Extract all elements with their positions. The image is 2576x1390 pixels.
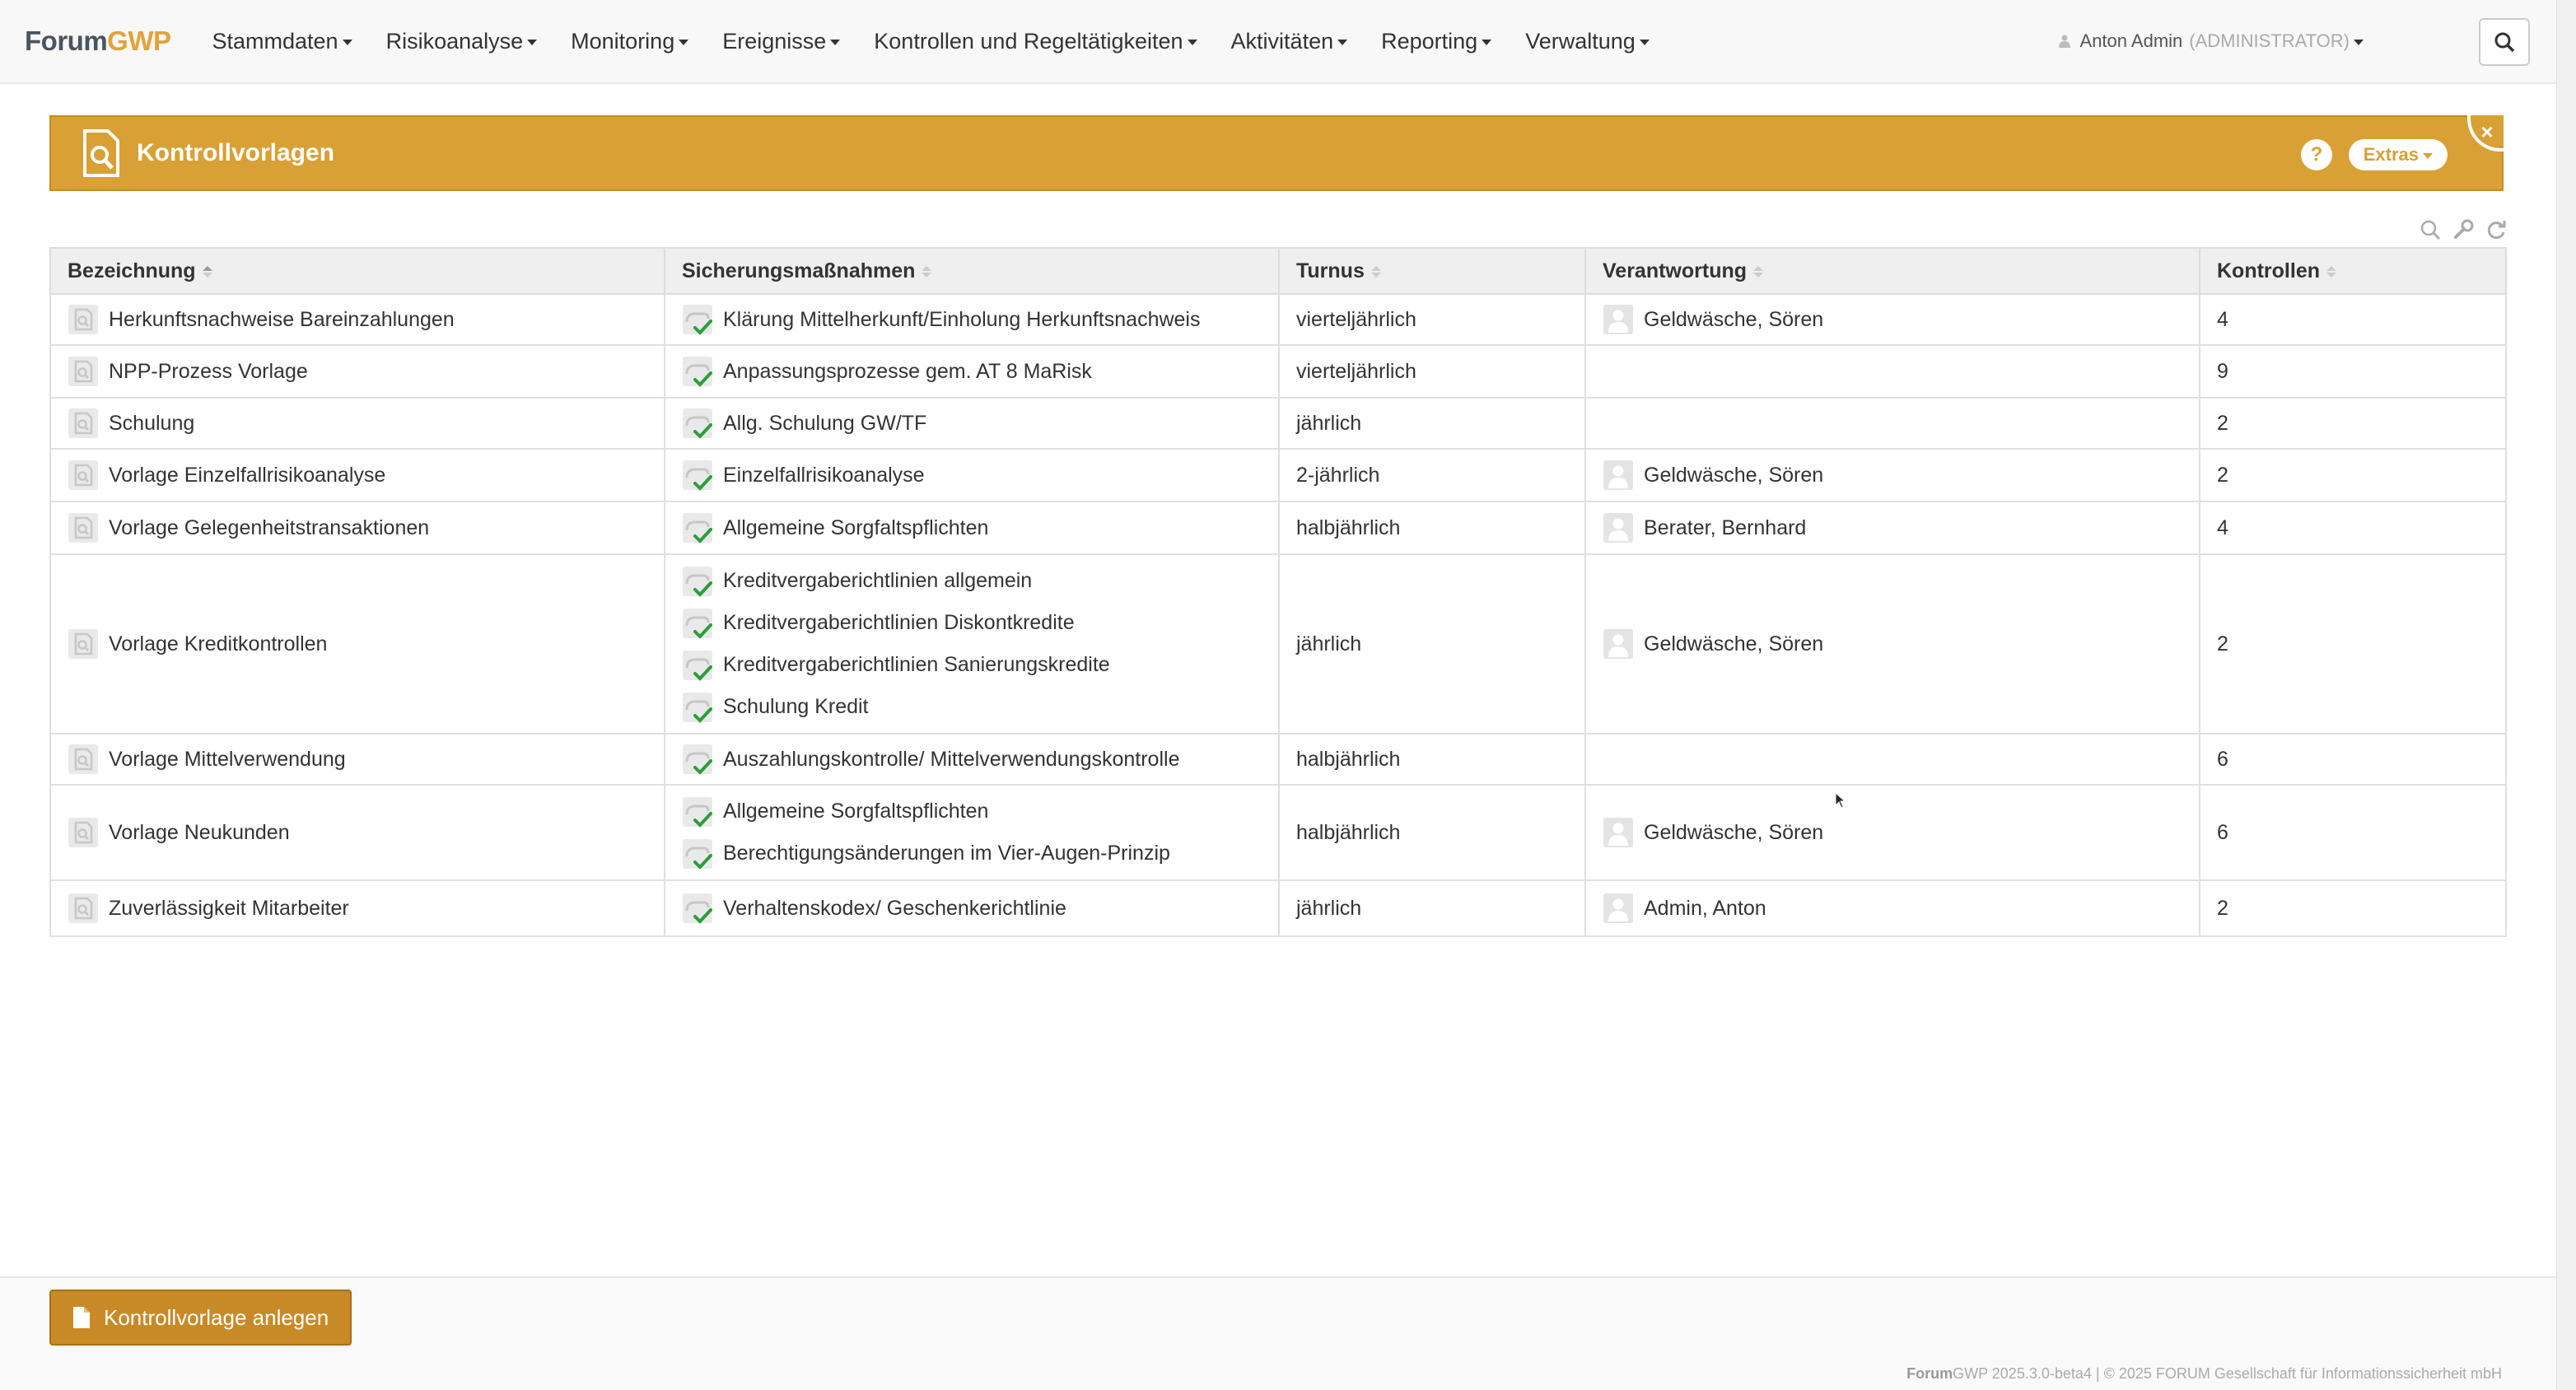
table-row[interactable] [50,501,2506,554]
cell-measures [665,345,1279,398]
table-row[interactable] [50,449,2506,501]
person-icon [1603,817,1634,848]
cell-name [50,554,665,734]
chevron-down-icon [2354,40,2364,45]
cell-turnus: vierteljährlich [1279,294,1585,345]
chevron-down-icon [527,40,537,45]
template-name[interactable]: Zuverlässigkeit Mitarbeiter [109,896,349,920]
cell-turnus: 2-jährlich [1279,449,1585,501]
measure-item[interactable] [682,455,1262,497]
cell-owner [1585,734,2200,785]
cell-controls-count: 2 [2200,398,2506,449]
person-icon [1603,628,1634,660]
measure-label: Verhaltenskodex/ Geschenkerichtlinie [723,896,1066,920]
measure-label: Kreditvergaberichtlinien Diskontkredite [723,611,1075,634]
wrench-icon[interactable] [2452,219,2474,240]
nav-item-7[interactable] [1381,29,1491,54]
chevron-down-icon [1188,40,1197,45]
cell-controls-count: 2 [2200,554,2506,734]
measure-label: Kreditvergaberichtlinien allgemein [723,569,1033,592]
cell-owner [1585,501,2200,554]
column-header-label: Bezeichnung [68,259,196,282]
nav-item-label: Verwaltung [1525,28,1636,54]
measure-label: Allgemeine Sorgfaltspflichten [723,515,989,539]
mouse-cursor-icon [1835,792,1846,809]
new-document-icon [72,1306,91,1329]
column-header-label: Sicherungsmaßnahmen [682,259,916,282]
measure-label: Kreditvergaberichtlinien Sanierungskredite [723,653,1110,676]
nav-item-3[interactable] [571,29,688,54]
help-button[interactable]: ? [2301,139,2332,170]
measure-label: Auszahlungskontrolle/ Mittelverwendungskontrolle [723,747,1180,771]
person-icon [1603,893,1634,924]
cell-controls-count: 4 [2200,501,2506,554]
person-icon [1603,304,1634,335]
control-templates-table [49,247,2507,937]
cell-controls-count: 2 [2200,880,2506,936]
nav-item-8[interactable] [1525,29,1650,54]
measure-label: Einzelfallrisikoanalyse [723,463,925,487]
measure-item[interactable] [682,560,1262,602]
vertical-scrollbar[interactable] [2556,0,2576,1390]
owner-name: Geldwäsche, Sören [1644,632,1824,655]
measure-check-icon [682,692,713,723]
search-button[interactable] [2479,18,2530,66]
measure-check-icon [682,304,713,335]
owner-name: Admin, Anton [1644,896,1766,920]
owner-name: Geldwäsche, Sören [1644,463,1824,487]
sort-icon [1371,266,1381,278]
template-name[interactable]: Schulung [109,411,195,435]
measure-label: Schulung Kredit [723,695,869,718]
measure-check-icon [682,744,713,775]
cell-measures [665,449,1279,501]
nav-item-5[interactable] [874,29,1197,54]
measure-item[interactable] [682,602,1262,644]
measure-check-icon [682,893,713,924]
footer-brand: Forum [1906,1365,1953,1382]
column-header-label: Turnus [1296,259,1365,282]
cell-turnus: jährlich [1279,880,1585,936]
chevron-down-icon [1337,40,1347,45]
table-body [50,294,2506,936]
cell-owner [1585,294,2200,345]
sort-icon [203,266,212,278]
sort-icon [1753,266,1763,278]
measure-check-icon [682,356,713,387]
panel-header [49,115,2504,191]
cell-turnus: halbjährlich [1279,785,1585,880]
nav-item-label: Aktivitäten [1230,28,1334,54]
table-row[interactable] [50,785,2506,880]
measure-label: Klärung Mittelherkunft/Einholung Herkunftsnachweis [723,307,1201,331]
template-icon [68,628,99,660]
template-name[interactable]: Herkunftsnachweise Bareinzahlungen [109,307,455,331]
cell-name [50,501,665,554]
measure-item[interactable] [682,686,1262,728]
measure-item[interactable] [682,403,1262,445]
cell-owner [1585,785,2200,880]
cell-measures [665,734,1279,785]
cell-name [50,880,665,936]
column-header-2[interactable] [665,248,1279,294]
owner-name: Geldwäsche, Sören [1644,307,1824,331]
measure-item[interactable] [682,351,1262,393]
template-name[interactable]: Vorlage Neukunden [109,820,290,844]
control-template-icon [82,128,120,178]
chevron-down-icon [1640,40,1650,45]
cell-measures [665,785,1279,880]
chevron-down-icon [679,40,688,45]
template-name[interactable]: Vorlage Mittelverwendung [109,747,346,771]
column-header-1[interactable] [50,248,665,294]
nav-item-1[interactable] [212,29,352,54]
template-icon [68,893,99,924]
template-name[interactable]: NPP-Prozess Vorlage [109,359,308,383]
cell-measures [665,294,1279,345]
cell-turnus: jährlich [1279,398,1585,449]
cell-controls-count: 6 [2200,785,2506,880]
template-icon [68,408,99,439]
footer-copyright: GWP 2025.3.0-beta4 | © 2025 FORUM Gesellschaft für Informationssicherheit mbH [1953,1365,2502,1382]
extras-button[interactable] [2349,139,2448,170]
measure-check-icon [682,796,713,828]
measure-item[interactable] [682,791,1262,833]
user-name: Anton Admin [2079,30,2183,51]
measure-check-icon [682,608,713,639]
owner-name: Berater, Bernhard [1644,515,1807,539]
nav-item-label: Stammdaten [212,28,338,54]
cell-name [50,449,665,501]
cell-turnus: halbjährlich [1279,501,1585,554]
nav-item-4[interactable] [722,29,840,54]
measure-item[interactable] [682,739,1262,781]
search-icon[interactable] [2420,219,2441,240]
cell-controls-count: 4 [2200,294,2506,345]
create-template-button[interactable] [49,1290,352,1346]
cell-name [50,294,665,345]
measure-label: Berechtigungsänderungen im Vier-Augen-Prinzip [723,842,1170,865]
create-template-label: Kontrollvorlage anlegen [104,1304,329,1330]
extras-label: Extras [2363,144,2419,165]
user-icon [2059,35,2070,48]
template-icon [68,304,99,335]
cell-owner [1585,345,2200,398]
cell-owner [1585,449,2200,501]
nav-item-label: Ereignisse [722,28,827,54]
cell-measures [665,880,1279,936]
column-header-label: Verantwortung [1603,259,1748,282]
user-role: (ADMINISTRATOR) [2189,30,2350,51]
nav-item-6[interactable] [1231,29,1348,54]
owner-name: Geldwäsche, Sören [1644,820,1824,844]
close-button[interactable]: × [2467,115,2504,152]
sort-icon [2326,266,2336,278]
brand-logo[interactable] [25,26,171,57]
brand-part-1: Forum [25,26,108,56]
cell-controls-count: 9 [2200,345,2506,398]
footer-text [1906,1365,2502,1383]
refresh-icon[interactable] [2485,219,2507,240]
cell-owner [1585,554,2200,734]
top-navbar [0,0,2556,84]
chevron-down-icon [2423,153,2433,159]
page-title: Kontrollvorlagen [137,139,335,166]
person-icon [1603,459,1634,491]
nav-item-label: Monitoring [571,28,675,54]
cell-measures [665,398,1279,449]
search-icon [2494,31,2515,53]
chevron-down-icon [1482,40,1491,45]
column-header-5[interactable] [2200,248,2506,294]
template-name[interactable]: Vorlage Einzelfallrisikoanalyse [109,463,386,487]
measure-label: Anpassungsprozesse gem. AT 8 MaRisk [723,359,1092,383]
chevron-down-icon [343,40,352,45]
cell-measures [665,554,1279,734]
nav-item-2[interactable] [386,29,538,54]
column-header-label: Kontrollen [2217,259,2320,282]
measure-item[interactable] [682,507,1262,549]
cell-name [50,734,665,785]
cell-owner [1585,398,2200,449]
table-row[interactable] [50,398,2506,449]
measure-item[interactable] [682,299,1262,341]
table-tools [2420,219,2507,240]
measure-label: Allg. Schulung GW/TF [723,411,927,435]
table-row[interactable] [50,734,2506,785]
template-icon [68,744,99,775]
table-row[interactable] [50,345,2506,398]
template-icon [68,459,99,491]
measure-item[interactable] [682,644,1262,686]
column-header-3[interactable] [1279,248,1585,294]
template-icon [68,356,99,387]
template-icon [68,817,99,848]
table-row[interactable] [50,554,2506,734]
cell-name [50,398,665,449]
template-name[interactable]: Vorlage Kreditkontrollen [109,632,328,655]
measure-item[interactable] [682,833,1262,875]
cell-controls-count: 2 [2200,449,2506,501]
measure-check-icon [682,512,713,543]
measure-check-icon [682,650,713,681]
chevron-down-icon [830,40,840,45]
measure-item[interactable] [682,888,1262,930]
cell-measures [665,501,1279,554]
cell-owner [1585,880,2200,936]
table-row[interactable] [50,880,2506,936]
template-icon [68,512,99,543]
cell-turnus: vierteljährlich [1279,345,1585,398]
nav-item-label: Risikoanalyse [385,28,524,54]
sort-icon [922,266,931,278]
main-menu [212,29,1683,54]
cell-turnus: jährlich [1279,554,1585,734]
cell-turnus: halbjährlich [1279,734,1585,785]
cell-name [50,345,665,398]
measure-check-icon [682,838,713,870]
measure-label: Allgemeine Sorgfaltspflichten [723,800,989,823]
user-menu[interactable] [2059,0,2364,82]
nav-item-label: Kontrollen und Regeltätigkeiten [874,28,1183,54]
cell-controls-count: 6 [2200,734,2506,785]
cell-name [50,785,665,880]
brand-part-2: GWP [107,26,171,56]
column-header-4[interactable] [1585,248,2200,294]
nav-item-label: Reporting [1381,28,1478,54]
person-icon [1603,512,1634,543]
template-name[interactable]: Vorlage Gelegenheitstransaktionen [109,515,430,539]
measure-check-icon [682,408,713,439]
table-header-row [50,248,2506,294]
table-row[interactable] [50,294,2506,345]
measure-check-icon [682,459,713,491]
measure-check-icon [682,566,713,597]
